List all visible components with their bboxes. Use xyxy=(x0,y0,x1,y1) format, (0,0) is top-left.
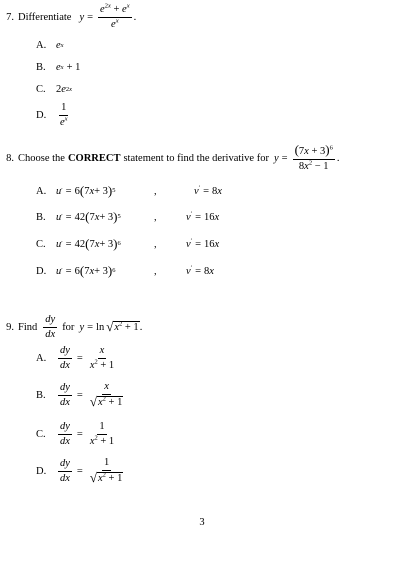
q8-emphasis: CORRECT xyxy=(67,153,121,164)
page-number: 3 xyxy=(199,517,205,528)
q8-option-c[interactable]: C. u ′ = 42 ( 7 x + 3 ) 6 , v′ = 16x xyxy=(36,236,220,251)
q7-option-a[interactable]: A. e x xyxy=(36,40,64,51)
option-label: B. xyxy=(36,211,46,223)
q7-option-c[interactable]: C. 2 e 2x xyxy=(36,84,73,95)
option-label: D. xyxy=(36,466,47,477)
q7-option-b[interactable]: B. e x + 1 xyxy=(36,62,81,73)
q7-number: 7. xyxy=(6,12,14,23)
option-label: B. xyxy=(36,62,46,73)
q8-stem: 8. Choose the CORRECT statement to find the derivative for y = $\frac{(7x + 3)^6}{8x^2 - 1}$ . xyxy=(0,144,339,173)
option-label: A. xyxy=(36,353,47,364)
q9-option-b[interactable]: B. $\frac{dy}{dx}$ = x √ $x^2 + 1$ xyxy=(36,381,123,409)
option-label: A. xyxy=(36,40,47,51)
q9-option-a[interactable]: A. $\frac{dy}{dx}$ = $\frac{x}{x^2 + 1}$ xyxy=(36,345,115,371)
q8-number: 8. xyxy=(6,153,14,164)
q9-option-d[interactable]: D. $\frac{dy}{dx}$ = 1 √ $x^2 + 1$ xyxy=(36,457,123,485)
option-label: D. xyxy=(36,265,47,277)
q8-option-b[interactable]: B. u ′ = 42 ( 7 x + 3 ) 5 , v′ = 16x xyxy=(36,209,220,224)
q9-stem: 9. Find $\frac{dy}{dx}$ for y = ln √ $x^2 + 1$ . xyxy=(0,314,142,341)
q7-option-d[interactable]: D. $\frac{1}{e^x}$ xyxy=(36,102,68,128)
q9-number: 9. xyxy=(6,322,14,333)
option-label: B. xyxy=(36,390,46,401)
option-label: A. xyxy=(36,185,47,197)
q8-option-a[interactable]: A. u ′ = 6 ( 7 x + 3 ) 5 , v′ = 8x xyxy=(36,183,222,198)
q7-stem: 7. Differentiate y = $\frac{e^{2x} + e^x}{e^x}$ . xyxy=(0,4,136,31)
q9-option-c[interactable]: C. $\frac{dy}{dx}$ = $\frac{1}{x^2 + 1}$ xyxy=(36,421,115,447)
option-label: C. xyxy=(36,84,46,95)
q8-option-d[interactable]: D. u ′ = 6 ( 7 x + 3 ) 6 , v′ = 8x xyxy=(36,263,214,278)
q9-sqrt: √ $x^2 + 1$ xyxy=(106,319,139,334)
q7-stem-text: Differentiate xyxy=(18,12,72,23)
q8-function-fraction: $\frac{(7x + 3)^6}{8x^2 - 1}$ xyxy=(294,142,333,172)
q7-function-fraction: $\frac{e^{2x} + e^x}{e^x}$ xyxy=(100,2,130,30)
q9-derivative-symbol: $\frac{dy}{dx}$ xyxy=(45,314,56,340)
option-label: D. xyxy=(36,110,47,121)
option-label: C. xyxy=(36,429,46,440)
option-label: C. xyxy=(36,238,46,250)
